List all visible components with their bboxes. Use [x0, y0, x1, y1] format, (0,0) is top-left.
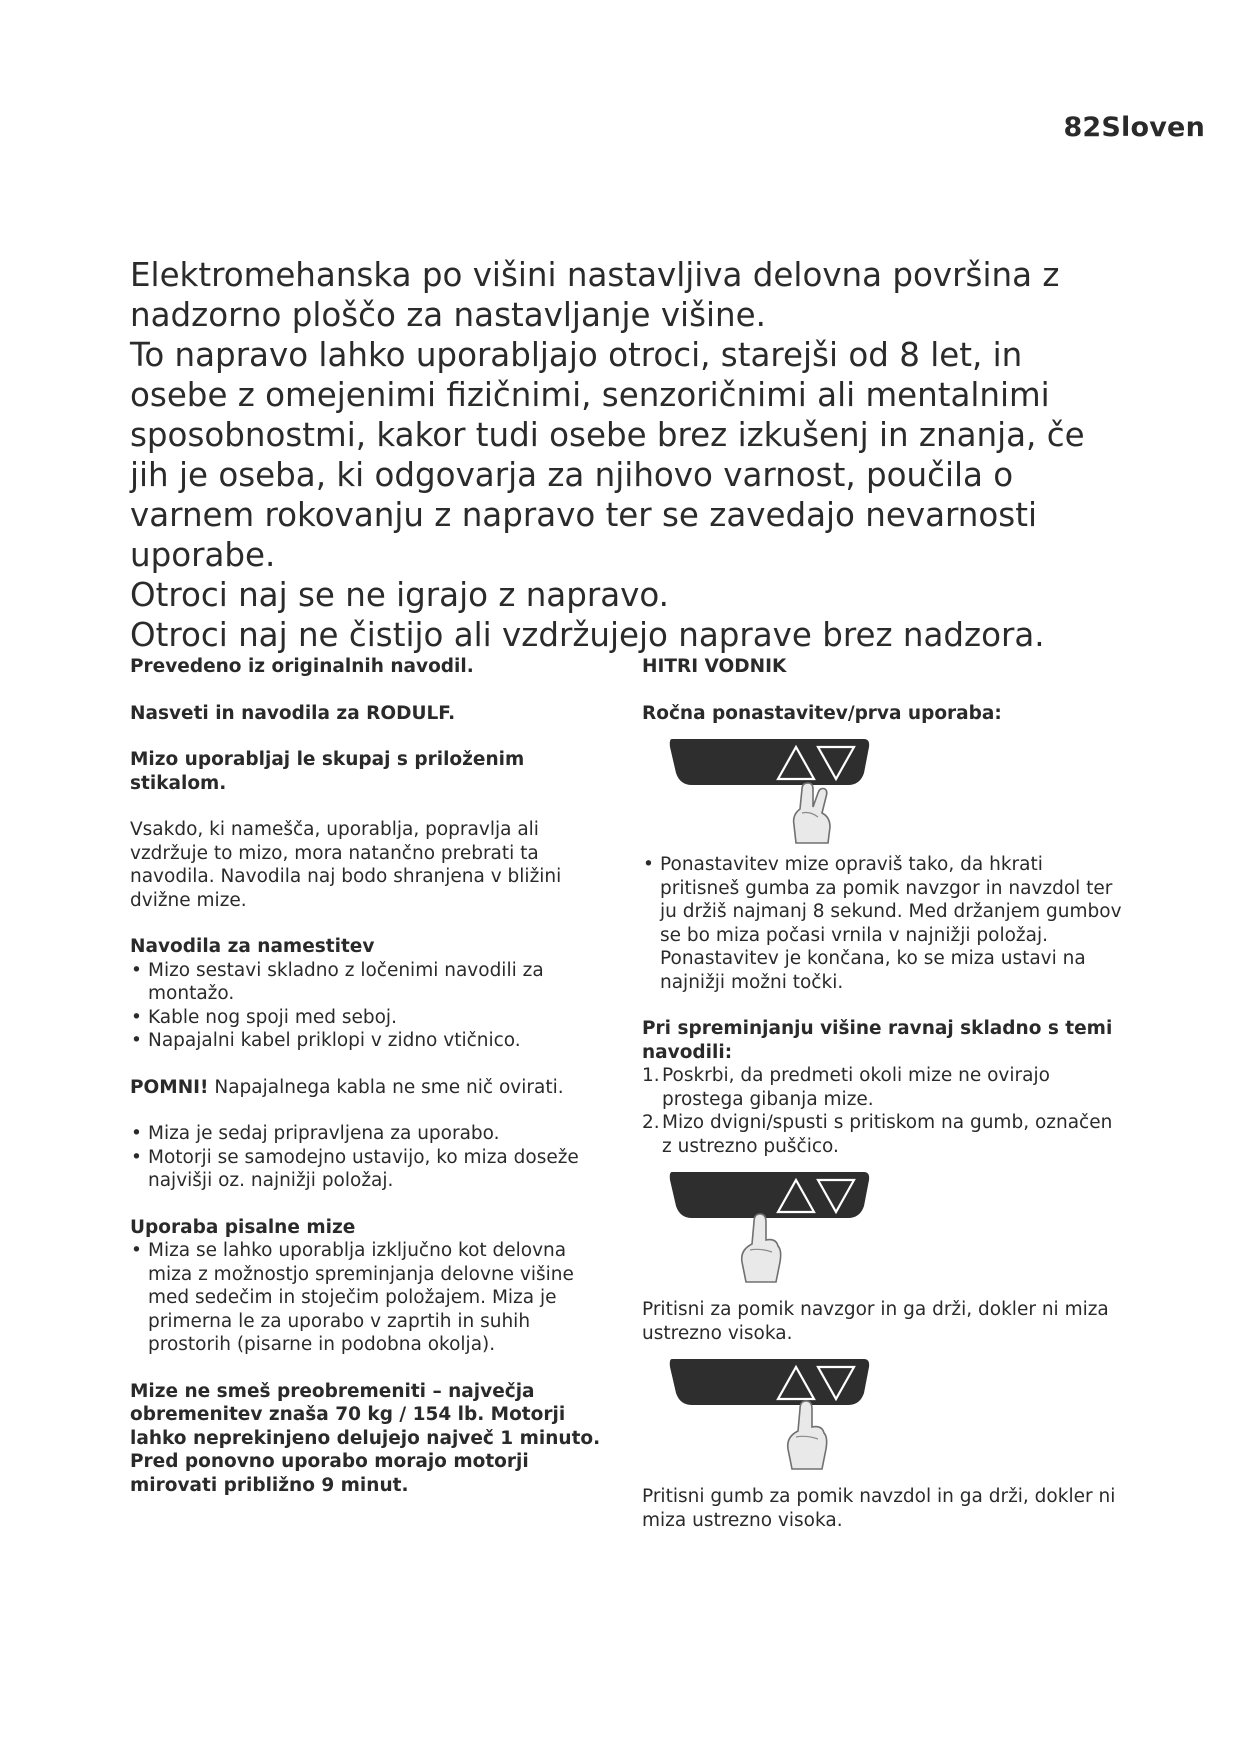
- list-item: [642, 1111, 1127, 1158]
- list-item: • Miza se lahko uporablja izključno kot delovna miza z možnostjo spreminjanja delovne višine med sedečim in stoječim položajem. Miza je primerna le za uporabo v zaprtih in suhih prostorih (pisarne in podobna okolja).: [130, 1239, 615, 1357]
- step-number: 2.: [642, 1112, 660, 1133]
- up-caption: Pritisni za pomik navzgor in ga drži, dokler ni miza ustrezno visoka.: [642, 1299, 1109, 1344]
- usage-list: [130, 1239, 615, 1357]
- ready-list: [130, 1122, 615, 1193]
- list-item: • Kable nog spoji med seboj.: [130, 1006, 615, 1030]
- remember-label: POMNI!: [130, 1076, 209, 1098]
- reset-heading: Ročna ponastavitev/prva uporaba:: [642, 702, 1002, 724]
- tips-heading: Nasveti in navodila za RODULF.: [130, 702, 456, 724]
- height-heading: Pri spreminjanju višine ravnaj skladno s temi navodili:: [642, 1018, 1113, 1063]
- switch-note: Mizo uporabljaj le skupaj s priloženim stikalom.: [130, 749, 525, 794]
- translated-note: Prevedeno iz originalnih navodil.: [130, 656, 474, 677]
- intro-paragraph: To napravo lahko uporabljajo otroci, starejši od 8 let, in osebe z omejenimi fizičnimi, senzoričnimi ali mentalnimi sposobnostmi, kakor tudi osebe brez izkušenj in znanja, če jih je oseba, ki odgovarja za njihovo varnost, poučila o varnem rokovanju z napravo ter se zavedajo nevarnosti uporabe.: [130, 336, 1085, 574]
- list-item: [642, 1064, 1127, 1111]
- down-caption: Pritisni gumb za pomik navzdol in ga drži, dokler ni miza ustrezno visoka.: [642, 1486, 1116, 1531]
- step-number: 1.: [642, 1065, 660, 1086]
- step-text: Mizo dvigni/spusti s pritiskom na gumb, označen z ustrezno puščico.: [662, 1112, 1113, 1157]
- intro-paragraph: Otroci naj se ne igrajo z napravo.: [130, 576, 670, 614]
- steps-list: [642, 1064, 1127, 1158]
- list-item: • Mizo sestavi skladno z ločenimi navodili za montažo.: [130, 959, 615, 1006]
- intro-block: [130, 255, 1130, 655]
- left-column: [130, 655, 615, 1497]
- intro-paragraph: Elektromehanska po višini nastavljiva delovna površina z nadzorno ploščo za nastavljanje višine.: [130, 256, 1060, 334]
- control-panel-both-buttons-icon: [642, 733, 882, 845]
- list-item: • Miza je sedaj pripravljena za uporabo.: [130, 1122, 615, 1146]
- install-list: [130, 959, 615, 1053]
- quick-guide-heading: HITRI VODNIK: [642, 656, 787, 677]
- remember-text: Napajalnega kabla ne sme nič ovirati.: [208, 1076, 564, 1098]
- step-text: Poskrbi, da predmeti okoli mize ne ovirajo prostega gibanja mize.: [662, 1065, 1050, 1110]
- control-panel-up-button-icon: [642, 1166, 882, 1284]
- load-warning: Mize ne smeš preobremeniti – največja obremenitev znaša 70 kg / 154 lb. Motorji lahko neprekinjeno delujejo največ 1 minuto. Pred ponovno uporabo morajo motorji mirovati približno 9 minut.: [130, 1380, 601, 1496]
- page-number-label: 82Sloven: [1063, 112, 1205, 143]
- remember-note: [130, 1076, 615, 1100]
- intro-paragraph: Otroci naj ne čistijo ali vzdržujejo naprave brez nadzora.: [130, 616, 1045, 654]
- install-heading: Navodila za namestitev: [130, 936, 375, 957]
- list-item: • Napajalni kabel priklopi v zidno vtičnico.: [130, 1029, 615, 1053]
- usage-heading: Uporaba pisalne mize: [130, 1216, 356, 1238]
- list-item: • Motorji se samodejno ustavijo, ko miza doseže najvišji oz. najnižji položaj.: [130, 1146, 615, 1193]
- list-item: • Ponastavitev mize opraviš tako, da hkrati pritisneš gumba za pomik navzgor in navzdol ter ju držiš najmanj 8 sekund. Med držanjem gumbov se bo miza počasi vrnila v najnižji položaj. Ponastavitev je končana, ko se miza ustavi na najnižji možni točki.: [642, 853, 1127, 994]
- read-instructions-note: Vsakdo, ki namešča, uporablja, popravlja ali vzdržuje to mizo, mora natančno prebrati ta navodila. Navodila naj bodo shranjena v bližini dvižne mize.: [130, 819, 562, 911]
- reset-list: [642, 853, 1127, 994]
- right-column: [642, 655, 1127, 1532]
- control-panel-down-button-icon: [642, 1353, 882, 1471]
